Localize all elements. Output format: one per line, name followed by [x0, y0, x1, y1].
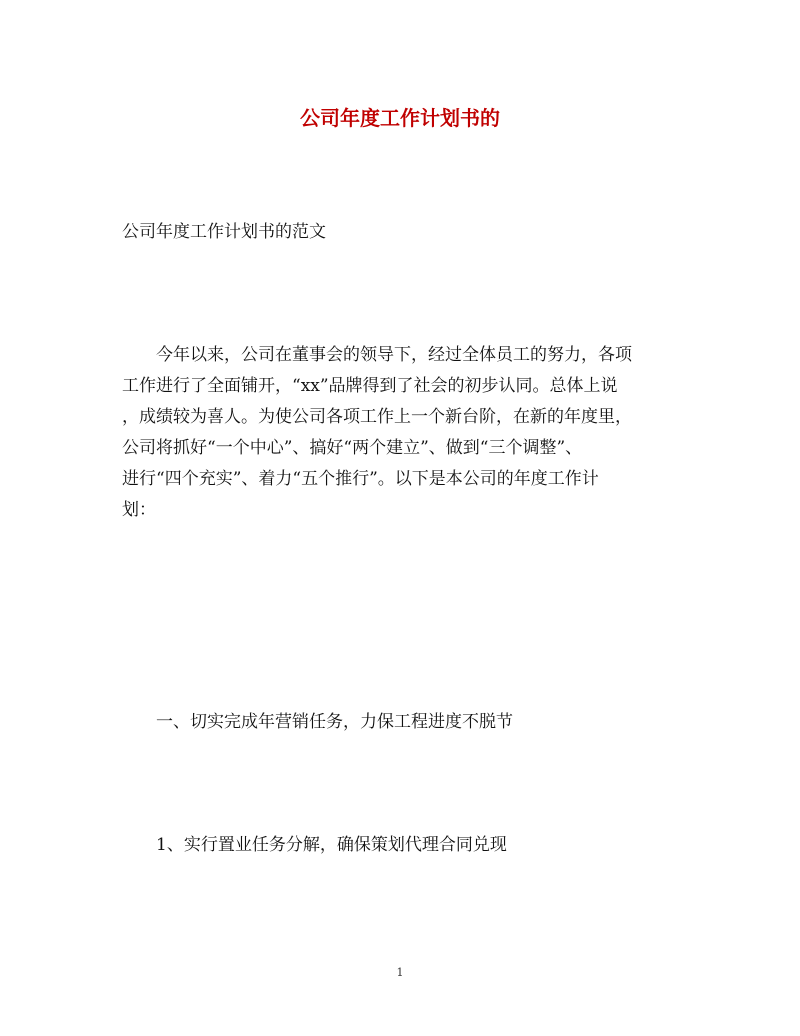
intro-line: 今年以来，公司在董事会的领导下，经过全体员工的努力，各项	[156, 345, 632, 365]
subsection-heading: 1、实行置业任务分解，确保策划代理合同兑现	[156, 835, 507, 855]
intro-paragraph	[122, 340, 675, 526]
intro-line: 公司将抓好“一个中心”、搞好“两个建立”、做到“三个调整”、	[122, 438, 583, 458]
section-heading: 一、切实完成年营销任务，力保工程进度不脱节	[156, 712, 513, 732]
intro-line: 进行“四个充实”、着力“五个推行”。以下是本公司的年度工作计	[122, 469, 599, 489]
intro-line: ，成绩较为喜人。为使公司各项工作上一个新台阶，在新的年度里，	[122, 407, 632, 427]
page-number: 1	[396, 966, 404, 979]
document-title: 公司年度工作计划书的	[300, 106, 500, 130]
document-subtitle: 公司年度工作计划书的范文	[122, 222, 326, 242]
intro-line: 工作进行了全面铺开，“xx”品牌得到了社会的初步认同。总体上说	[122, 376, 618, 396]
intro-line: 划：	[122, 500, 156, 520]
